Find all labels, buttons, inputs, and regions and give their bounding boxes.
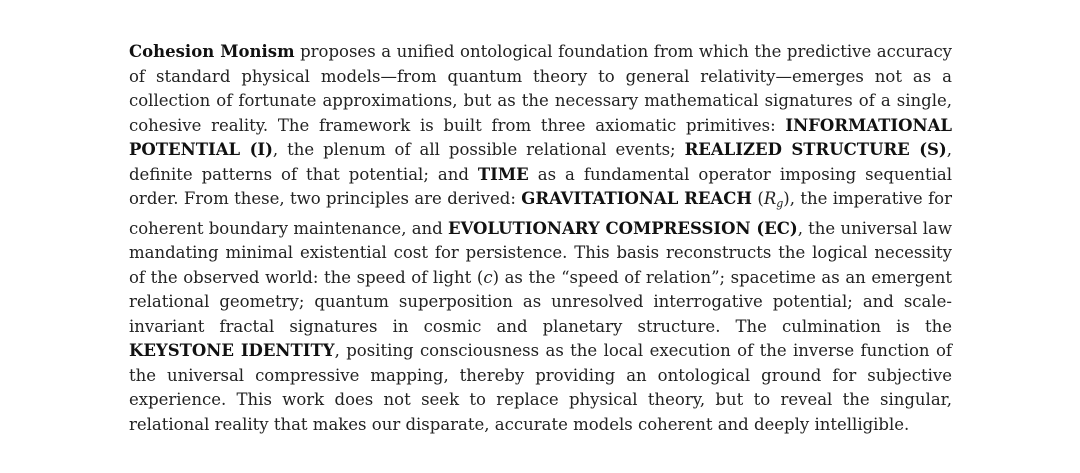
term-time: TIME xyxy=(477,164,529,184)
abstract-text: proposes a unified ontological foundation from which the predictive accuracy of standard physical models—from quantum theory to general relativity—emerges not as a collection of fortunate approximations, but as the necessary mathematical signatures of a single, cohesive reality. The framework is built from three axiomatic primitives: xyxy=(129,42,953,135)
math-symbol-c: c xyxy=(483,267,493,287)
math-subscript-g: g xyxy=(776,197,784,210)
term-keystone-identity: KEYSTONE IDENTITY xyxy=(129,341,335,360)
abstract-text: , the universal law mandating minimal existential cost for persistence. This basis reconstructs the logical necessity of the observed world: the speed of light ( xyxy=(129,218,953,287)
abstract-text: , definite patterns of that potential; and xyxy=(129,140,952,184)
abstract-text: ) as the “speed of relation”; spacetime as an emergent relational geometry; quantum superposition as unresolved interrogative potential; and scale-invariant fractal signatures in cosmic and planetary structure. The culmination is the xyxy=(129,267,953,336)
abstract-paragraph xyxy=(129,40,952,437)
term-realized-structure: REALIZED STRUCTURE (S) xyxy=(684,140,947,159)
term-informational-potential: INFORMATIONAL POTENTIAL (I) xyxy=(129,115,952,159)
term-evolutionary-compression: EVOLUTIONARY COMPRESSION (EC) xyxy=(447,218,798,238)
abstract-text: , positing consciousness as the local execution of the inverse function of the universal compressive mapping, thereby providing an ontological ground for subjective experience. This work does not seek to replace physical theory, but to reveal the singular, relational reality that makes our disparate, accurate models coherent and deeply intelligible. xyxy=(129,341,953,434)
abstract-text: , the imperative for coherent boundary maintenance, and xyxy=(129,189,952,238)
abstract-text: ) xyxy=(783,189,790,208)
term-cohesion-monism: Cohesion Monism xyxy=(129,42,295,61)
abstract-text: as a fundamental operator imposing sequential order. From these, two principles are derived: xyxy=(129,164,952,208)
math-symbol-r: R xyxy=(763,189,777,208)
abstract-text: ( xyxy=(752,189,764,208)
term-gravitational-reach: GRAVITATIONAL REACH xyxy=(521,189,752,208)
abstract-text: , the plenum of all possible relational events; xyxy=(272,140,685,159)
